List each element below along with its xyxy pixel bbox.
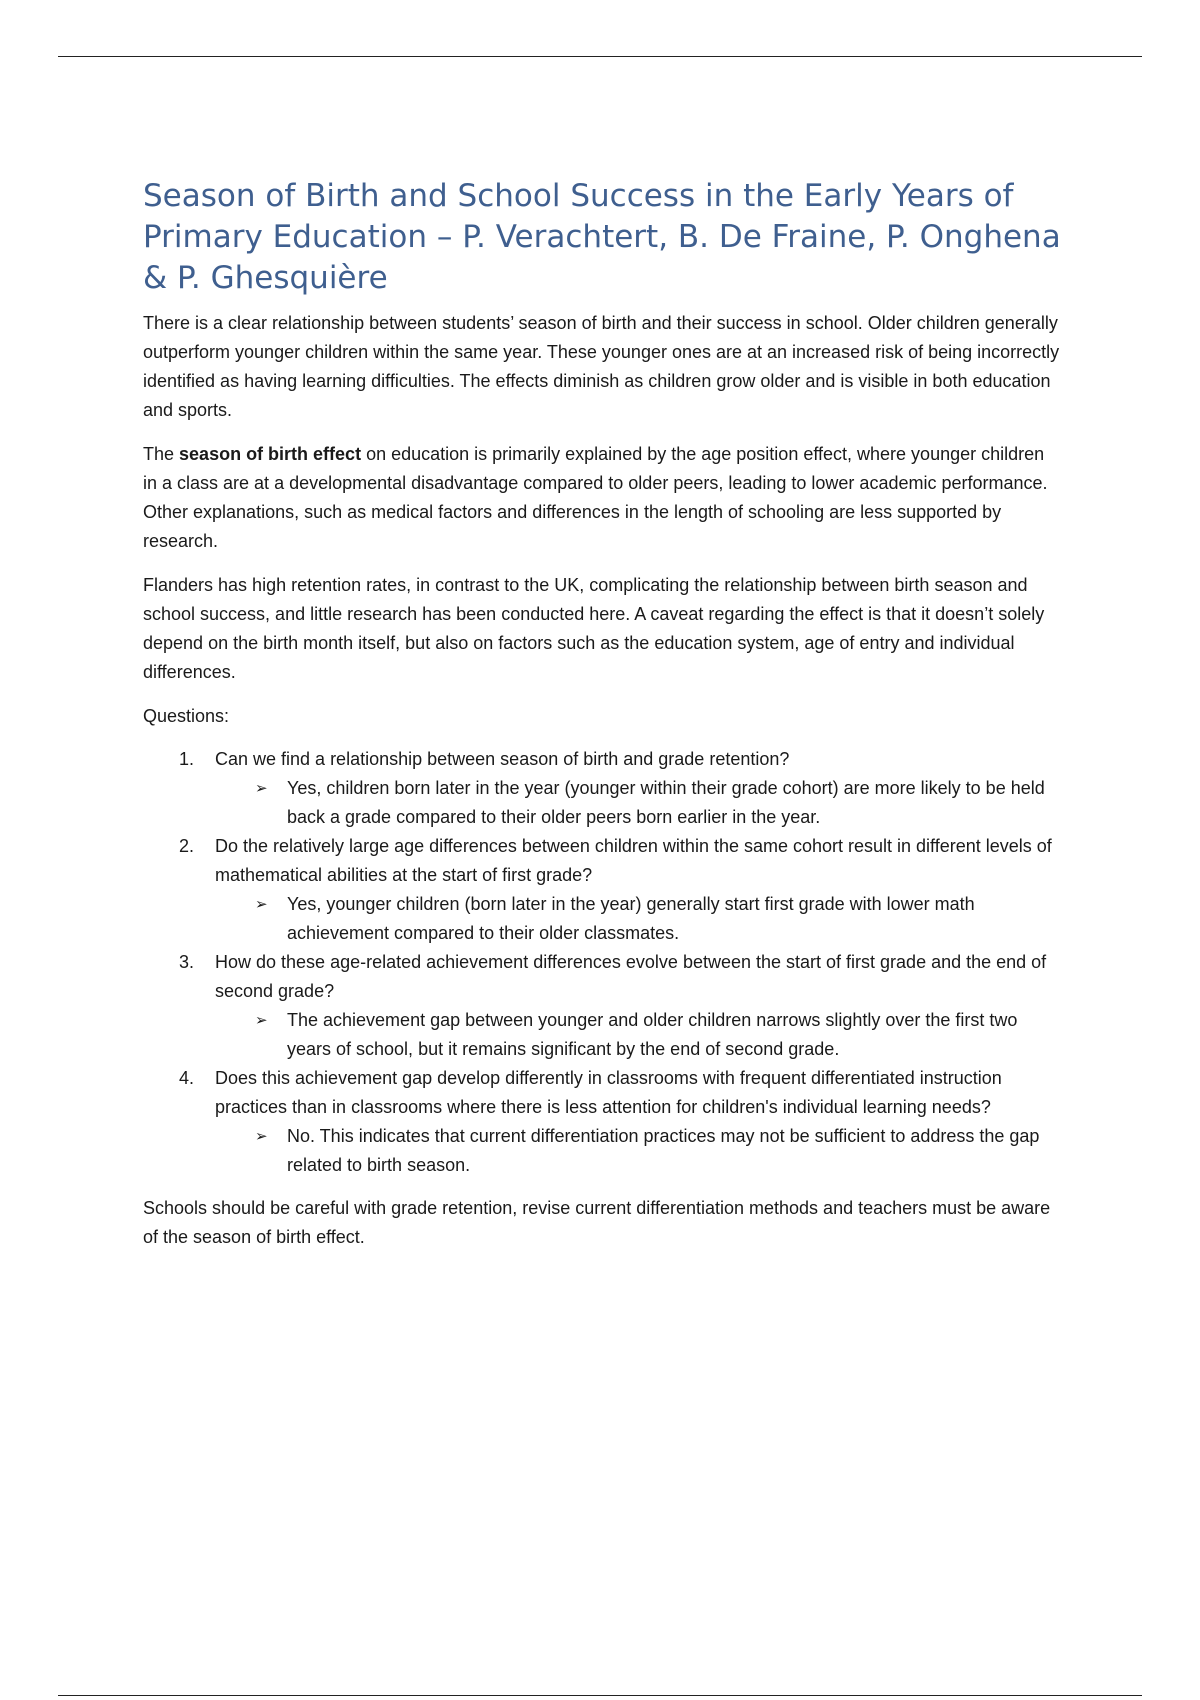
answer-item: [215, 1122, 1063, 1180]
answer-text: Yes, younger children (born later in the year) generally start first grade with lower math achievement compared to their older classmates.: [287, 894, 975, 943]
answer-item: [215, 890, 1063, 948]
document-body: [143, 176, 1063, 1267]
answer-item: [215, 774, 1063, 832]
explanation-paragraph: [143, 440, 1063, 556]
questions-list: [143, 745, 1063, 1180]
question-text: Do the relatively large age differences between children within the same cohort result in different levels of mathematical abilities at the start of first grade?: [215, 836, 1052, 885]
question-text: Can we find a relationship between season of birth and grade retention?: [215, 749, 790, 769]
question-item: [143, 948, 1063, 1064]
intro-paragraph: There is a clear relationship between students’ season of birth and their success in school. Older children generally outperform younger children within the same year. These younger ones are at an increased risk of being incorrectly identified as having learning difficulties. The effects diminish as children grow older and is visible in both education and sports.: [143, 313, 1060, 420]
answer-text: Yes, children born later in the year (younger within their grade cohort) are more likely to be held back a grade compared to their older peers born earlier in the year.: [287, 778, 1045, 827]
question-number: 4.: [179, 1068, 195, 1088]
question-number: 2.: [179, 836, 195, 856]
answer-text: No. This indicates that current differentiation practices may not be sufficient to address the gap related to birth season.: [287, 1126, 1040, 1175]
question-text: How do these age-related achievement differences evolve between the start of first grade and the end of second grade?: [215, 952, 1047, 1001]
question-item: [143, 1064, 1063, 1180]
document-title: Season of Birth and School Success in the Early Years of Primary Education – P. Verachtert, B. De Fraine, P. Onghena & P. Ghesquière: [143, 178, 1061, 296]
conclusion-paragraph: Schools should be careful with grade retention, revise current differentiation methods and teachers must be aware of the season of birth effect.: [143, 1198, 1051, 1247]
question-text: Does this achievement gap develop differently in classrooms with frequent differentiated instruction practices than in classrooms where there is less attention for children's individual learning needs?: [215, 1068, 1002, 1117]
arrow-bullet-icon: ➢: [255, 1127, 268, 1145]
answer-text: The achievement gap between younger and older children narrows slightly over the first two years of school, but it remains significant by the end of second grade.: [287, 1010, 1018, 1059]
question-number: 3.: [179, 952, 195, 972]
question-item: [143, 832, 1063, 948]
footer-rule: [58, 1695, 1142, 1696]
context-paragraph: Flanders has high retention rates, in contrast to the UK, complicating the relationship between birth season and school success, and little research has been conducted here. A caveat regarding the effect is that it doesn’t solely depend on the birth month itself, but also on factors such as the education system, age of entry and individual differences.: [143, 575, 1045, 682]
paragraph-lead: The: [143, 444, 180, 464]
arrow-bullet-icon: ➢: [255, 779, 268, 797]
arrow-bullet-icon: ➢: [255, 895, 268, 913]
questions-label: Questions:: [143, 706, 230, 726]
bold-term: season of birth effect: [179, 444, 362, 464]
header-rule: [58, 56, 1142, 57]
answer-item: [215, 1006, 1063, 1064]
arrow-bullet-icon: ➢: [255, 1011, 268, 1029]
question-item: [143, 745, 1063, 832]
paragraph-rest: on education is primarily explained by the age position effect, where younger children in a class are at a developmental disadvantage compared to older peers, leading to lower academic performance. Other explanations, such as medical factors and differences in the length of schooling are less supported by research.: [143, 444, 1048, 551]
question-number: 1.: [179, 749, 195, 769]
